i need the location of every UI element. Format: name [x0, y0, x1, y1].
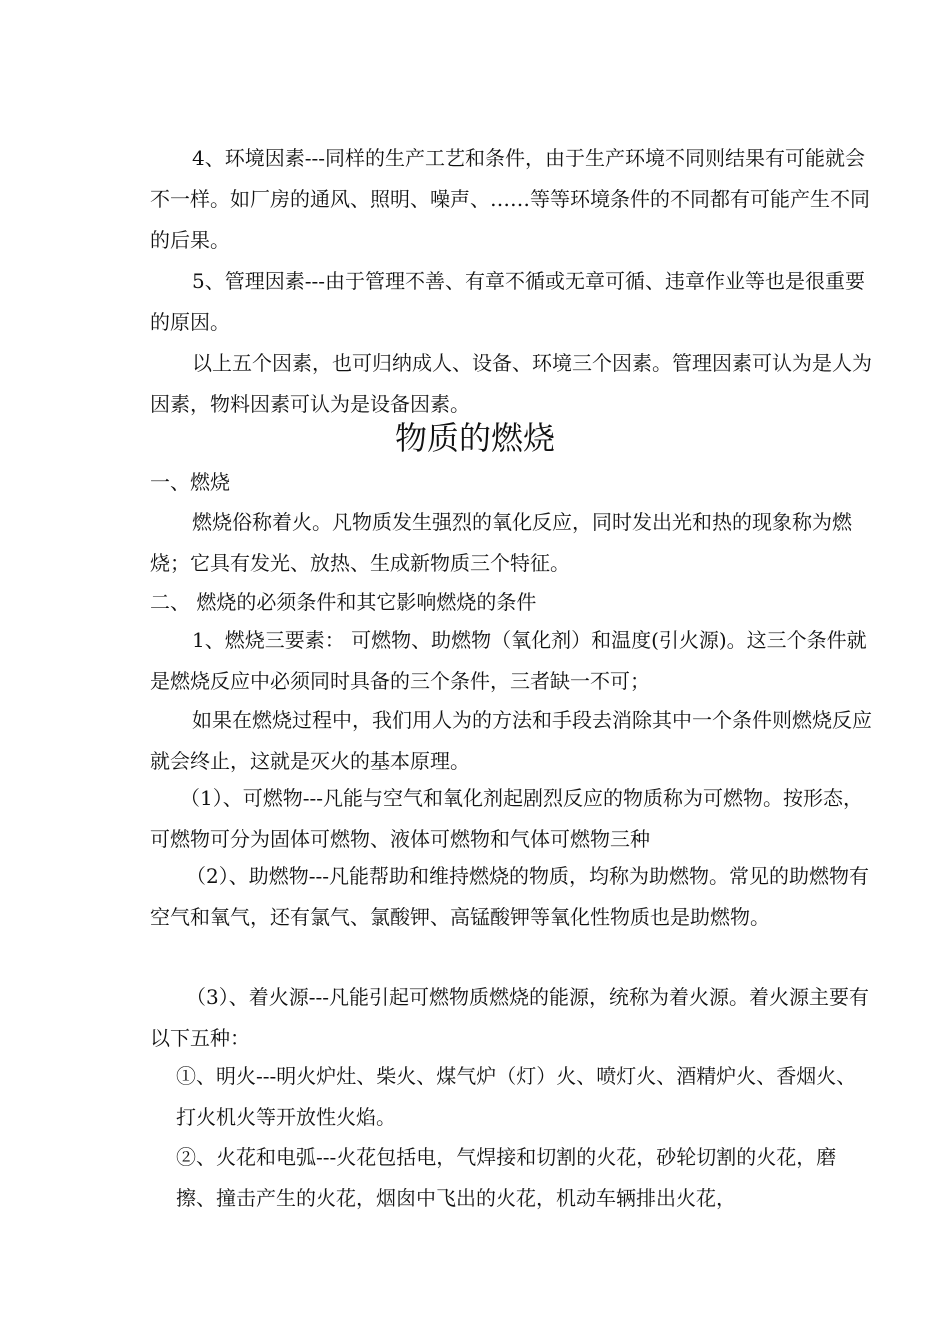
paragraph-summary: 以上五个因素，也可归纳成人、设备、环境三个因素。管理因素可认为是人为因素，物料因素可认为是设备因素。: [150, 351, 872, 416]
paragraph-environment-factor: 4、环境因素---同样的生产工艺和条件，由于生产环境不同则结果有可能就会不一样。如厂房的通风、照明、噪声、……等等环境条件的不同都有可能产生不同的后果。: [150, 146, 870, 252]
paragraph-management-factor: 5、管理因素---由于管理不善、有章不循或无章可循、违章作业等也是很重要的原因。: [150, 269, 865, 334]
list-item-open-flame: ①、明火---明火炉灶、柴火、煤气炉（灯）火、喷灯火、酒精炉火、香烟火、打火机火等开放性火焰。: [176, 1064, 857, 1129]
list-item-sparks-arcs: ②、火花和电弧---火花包括电，气焊接和切割的火花，砂轮切割的火花，磨擦、撞击产生的火花，烟囱中飞出的火花，机动车辆排出火花，: [176, 1145, 837, 1210]
section-title: 物质的燃烧: [394, 419, 555, 457]
paragraph-combustibles: （1）、可燃物---凡能与空气和氧化剂起剧烈反应的物质称为可燃物。按形态，可燃物可分为固体可燃物、液体可燃物和气体可燃物三种: [150, 786, 863, 851]
paragraph-three-elements: 1、燃烧三要素： 可燃物、助燃物（氧化剂）和温度(引火源)。这三个条件就是燃烧反应中必须同时具备的三个条件，三者缺一不可；: [150, 628, 867, 693]
heading-combustion: 一、燃烧: [150, 470, 230, 494]
paragraph-combustion-definition: 燃烧俗称着火。凡物质发生强烈的氧化反应，同时发出光和热的现象称为燃烧；它具有发光、放热、生成新物质三个特征。: [150, 510, 852, 575]
heading-combustion-conditions: 二、 燃烧的必须条件和其它影响燃烧的条件: [150, 590, 537, 614]
paragraph-oxidizers: （2）、助燃物---凡能帮助和维持燃烧的物质，均称为助燃物。常见的助燃物有空气和氧气，还有氯气、氯酸钾、高锰酸钾等氧化性物质也是助燃物。: [150, 864, 869, 929]
paragraph-ignition-sources: （3）、着火源---凡能引起可燃物质燃烧的能源，统称为着火源。着火源主要有以下五种：: [150, 985, 869, 1050]
paragraph-extinguish-principle: 如果在燃烧过程中，我们用人为的方法和手段去消除其中一个条件则燃烧反应就会终止，这就是灭火的基本原理。: [150, 708, 872, 773]
